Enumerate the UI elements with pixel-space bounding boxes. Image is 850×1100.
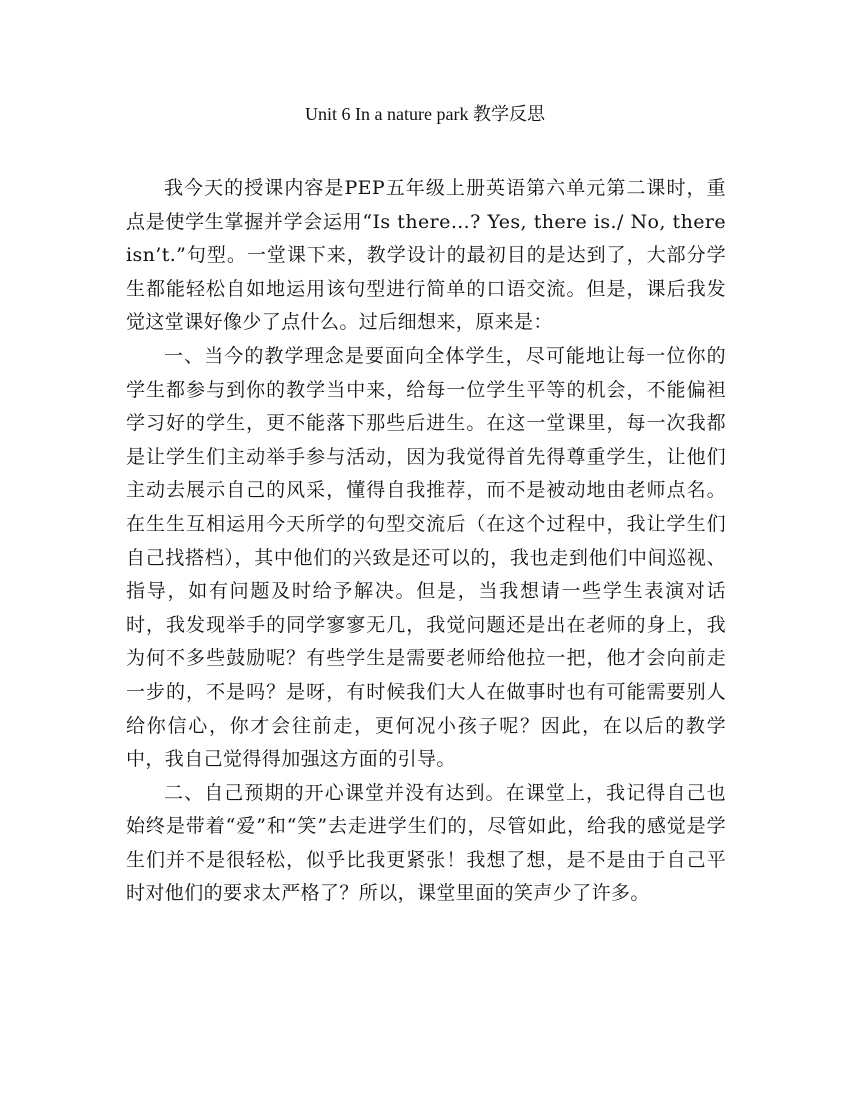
paragraph-intro: 我今天的授课内容是PEP五年级上册英语第六单元第二课时，重点是使学生掌握并学会运用“Is there…? Yes, there is./ No, there isn’t.”句型。一堂课下来，教学设计的最初目的是达到了，大部分学生都能轻松自如地运用该句型进行简单的口语交流。但是，课后我发觉这堂课好像少了点什么。过后细想来，原来是： [126, 177, 726, 334]
document-title: Unit 6 In a nature park 教学反思 [305, 104, 545, 124]
document-body [126, 172, 726, 911]
paragraph-point-two: 二、自己预期的开心课堂并没有达到。在课堂上，我记得自己也始终是带着“爱”和“笑”去走进学生们的，尽管如此，给我的感觉是学生们并不是很轻松，似乎比我更紧张！我想了想，是不是由于自己平时对他们的要求太严格了？所以，课堂里面的笑声少了许多。 [126, 781, 726, 905]
paragraph-point-one: 一、当今的教学理念是要面向全体学生，尽可能地让每一位你的学生都参与到你的教学当中来，给每一位学生平等的机会，不能偏袒学习好的学生，更不能落下那些后进生。在这一堂课里，每一次我都是让学生们主动举手参与活动，因为我觉得首先得尊重学生，让他们主动去展示自己的风采，懂得自我推荐，而不是被动地由老师点名。在生生互相运用今天所学的句型交流后（在这个过程中，我让学生们自己找搭档），其中他们的兴致是还可以的，我也走到他们中间巡视、指导，如有问题及时给予解决。但是，当我想请一些学生表演对话时，我发现举手的同学寥寥无几，我觉问题还是出在老师的身上，我为何不多些鼓励呢？有些学生是需要老师给他拉一把，他才会向前走一步的，不是吗？是呀，有时候我们大人在做事时也有可能需要别人给你信心，你才会往前走，更何况小孩子呢？因此，在以后的教学中，我自己觉得得加强这方面的引导。 [126, 344, 726, 771]
